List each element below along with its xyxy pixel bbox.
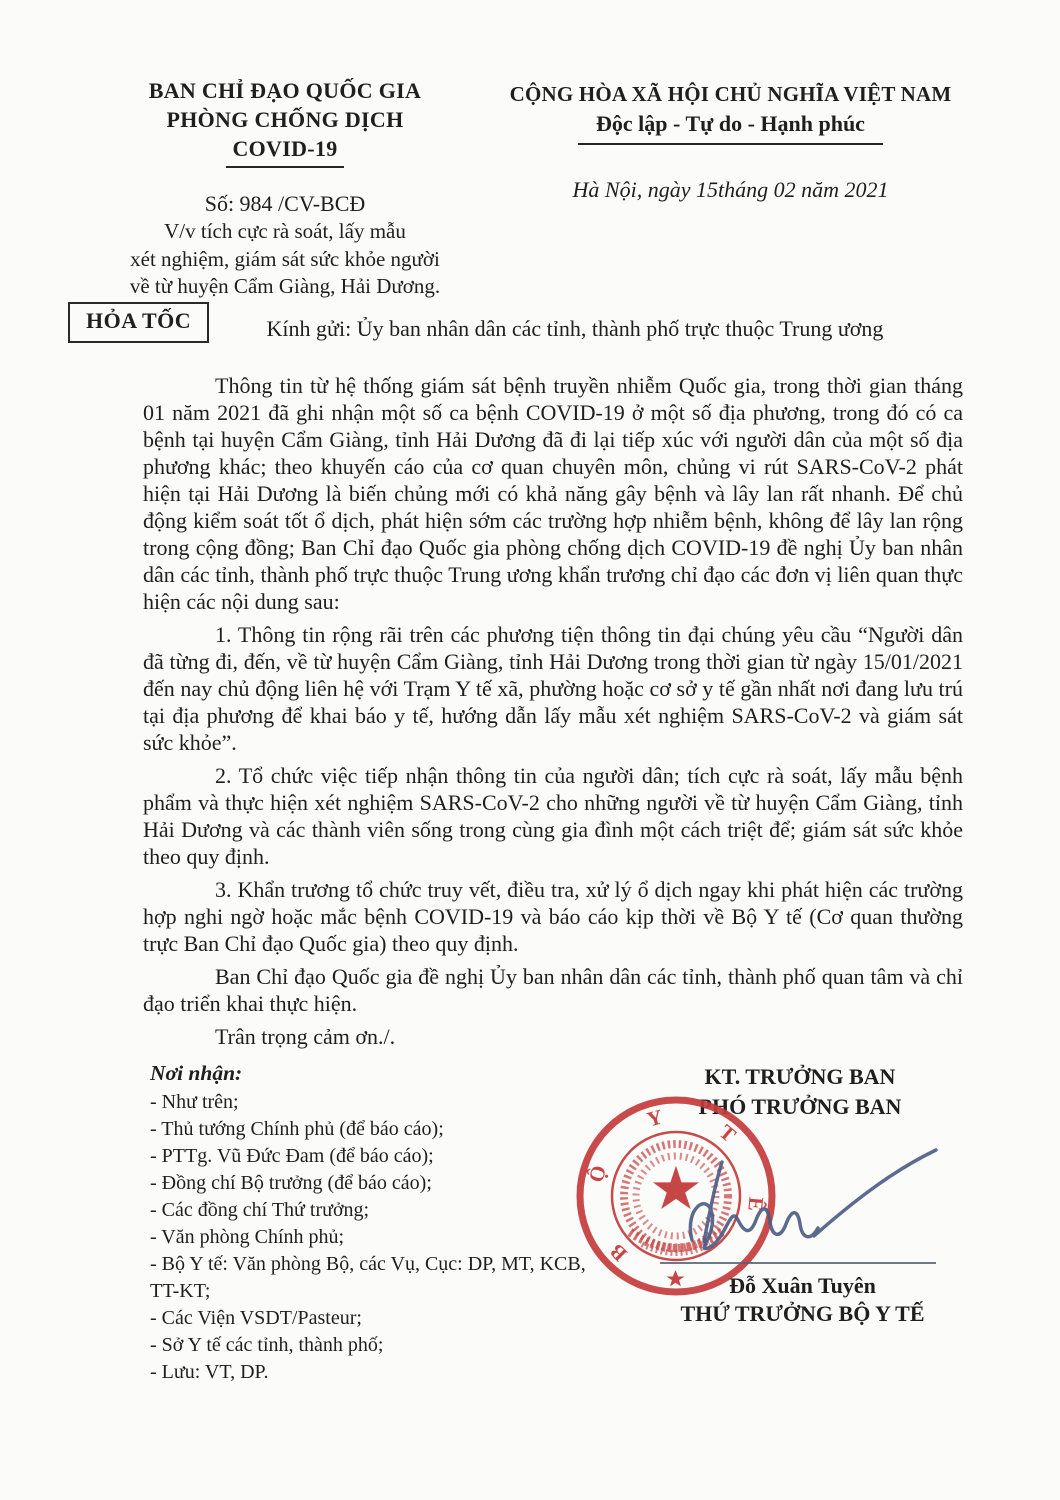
recipient-item: - Bộ Y tế: Văn phòng Bộ, các Vụ, Cục: DP, MT, KCB, TT-KT; [150, 1253, 586, 1302]
national-motto: Độc lập - Tự do - Hạnh phúc [596, 111, 865, 136]
signature-rule [660, 1262, 936, 1264]
document-number: Số: 984 /CV-BCĐ [204, 191, 366, 216]
recipient-item: - Sở Y tế các tỉnh, thành phố; [150, 1334, 384, 1356]
seal-letter: Y [644, 1104, 666, 1132]
recipient-item: - Các Viện VSDT/Pasteur; [150, 1307, 362, 1329]
recipient-item: - PTTg. Vũ Đức Đam (để báo cáo); [150, 1145, 434, 1167]
org-name-line3 [85, 134, 485, 168]
subject-line3: về từ huyện Cẩm Giàng, Hải Dương. [129, 274, 441, 298]
kt-truong-ban-line: KT. TRƯỞNG BAN [704, 1064, 896, 1089]
seal-letter: T [714, 1119, 741, 1147]
body-paragraph-5: Ban Chỉ đạo Quốc gia đề nghị Ủy ban nhân dân các tỉnh, thành phố quan tâm và chỉ đạo triển khai thực hiện. [143, 964, 963, 1016]
body-closing: Trân trọng cảm ơn./. [215, 1024, 396, 1049]
recipient-item: - Lưu: VT, DP. [150, 1361, 269, 1383]
subject-line1: V/v tích cực rà soát, lấy mẫu [164, 219, 406, 243]
national-header-block [468, 80, 993, 203]
signer-name: Đỗ Xuân Tuyên [729, 1273, 876, 1298]
signer-block [630, 1272, 975, 1328]
body-paragraph-2: 1. Thông tin rộng rãi trên các phương tiện thông tin đại chúng yêu cầu “Người dân đã từng đi, đến, về từ huyện Cẩm Giàng, tỉnh Hải Dương trong thời gian từ ngày 15/01/2021 đến nay chủ động liên hệ với Trạm Y tế xã, phường hoặc cơ sở y tế gần nhất nơi đang lưu trú tại địa phương để khai báo y tế, hướng dẫn lấy mẫu xét nghiệm SARS-CoV-2 và giám sát sức khỏe”. [143, 622, 963, 755]
recipient-item: - Như trên; [150, 1091, 239, 1113]
recipient-item: - Thủ tướng Chính phủ (để báo cáo); [150, 1118, 444, 1140]
motto-underline [578, 143, 883, 145]
recipients-label: Nơi nhận: [150, 1061, 243, 1085]
country-name: CỘNG HÒA XÃ HỘI CHỦ NGHĨA VIỆT NAM [509, 82, 952, 106]
recipient-item: - Văn phòng Chính phủ; [150, 1226, 345, 1248]
recipients-block [150, 1060, 608, 1386]
org-name-line2: PHÒNG CHỐNG DỊCH [166, 107, 404, 132]
body-paragraph-3: 2. Tổ chức việc tiếp nhận thông tin của người dân; tích cực rà soát, lấy mẫu bệnh phẩm và thực hiện xét nghiệm SARS-CoV-2 cho những người về từ huyện Cẩm Giàng, tỉnh Hải Dương và các thành viên sống trong cùng gia đình một cách triệt để; giám sát sức khỏe theo quy định. [143, 763, 963, 869]
seal-letter: B [604, 1239, 632, 1267]
seal-letter: Ộ [583, 1162, 611, 1185]
issuing-org-block [85, 76, 485, 301]
signer-title: THỨ TRƯỞNG BỘ Y TẾ [680, 1301, 925, 1326]
org-name-line1: BAN CHỈ ĐẠO QUỐC GIA [148, 78, 422, 103]
salutation-line: Kính gửi: Ủy ban nhân dân các tỉnh, thành phố trực thuộc Trung ương [266, 316, 884, 341]
body-paragraph-4: 3. Khẩn trương tổ chức truy vết, điều tra, xử lý ổ dịch ngay khi phát hiện các trường hợp nghi ngờ hoặc mắc bệnh COVID-19 và báo cáo kịp thời về Bộ Y tế (Cơ quan thường trực Ban Chỉ đạo Quốc gia) theo quy định. [143, 877, 963, 956]
pho-truong-ban-line: PHÓ TRƯỞNG BAN [698, 1094, 902, 1119]
place-date-line: Hà Nội, ngày 15tháng 02 năm 2021 [572, 177, 889, 202]
org-name-underlined: COVID-19 [226, 134, 343, 168]
handwritten-signature [678, 1142, 950, 1274]
subject-line2: xét nghiệm, giám sát sức khỏe người [130, 246, 440, 271]
seal-letter: Ế [743, 1196, 769, 1213]
body-paragraph-1: Thông tin từ hệ thống giám sát bệnh truyền nhiễm Quốc gia, trong thời gian tháng 01 năm 2021 đã ghi nhận một số ca bệnh COVID-19 ở một số địa phương, trong đó có ca bệnh tại huyện Cẩm Giàng, tỉnh Hải Dương đã đi lại tiếp xúc với người dân của một số địa phương khác; theo khuyến cáo của cơ quan chuyên môn, chủng vi rút SARS-CoV-2 phát hiện tại Hải Dương là biến chủng mới có khả năng gây bệnh và lây lan rất nhanh. Để chủ động kiểm soát tốt ổ dịch, phát hiện sớm các trường hợp nhiễm bệnh, không để lây lan rộng trong cộng đồng; Ban Chỉ đạo Quốc gia phòng chống dịch COVID-19 đề nghị Ủy ban nhân dân các tỉnh, thành phố trực thuộc Trung ương khẩn trương chỉ đạo các đơn vị liên quan thực hiện các nội dung sau: [143, 373, 963, 614]
recipient-item: - Đồng chí Bộ trưởng (để báo cáo); [150, 1172, 432, 1194]
recipient-item: - Các đồng chí Thứ trưởng; [150, 1199, 370, 1221]
body-text [143, 372, 963, 1056]
urgency-stamp: HỎA TỐC [68, 302, 209, 343]
